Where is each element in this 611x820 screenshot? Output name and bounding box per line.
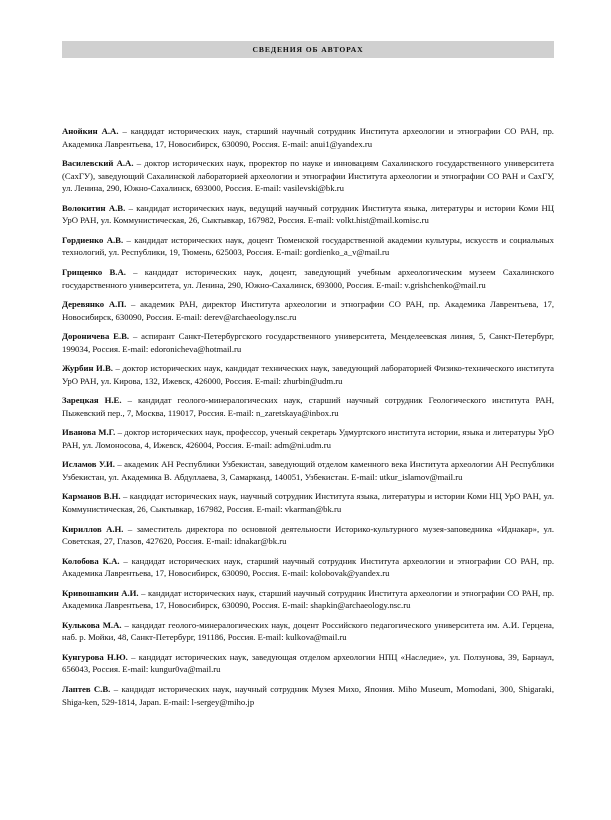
author-details: – доктор исторических наук, профессор, ученый секретарь Удмуртского института истории, языка и литературы УрО РАН, ул. Ломоносова, 4, Ижевск, 426004, Россия. E-mail: adm@ni.udm.ru [62,427,554,450]
author-name: Журбин И.В. [62,363,113,374]
author-name: Гордиенко А.В. [62,234,124,245]
author-details: – академик РАН, директор Института археологии и этнографии СО РАН, пр. Академика Лаврентьева, 17, Новосибирск, 630090, Россия. E-mail: derev@archaeology.nsc.ru [62,298,554,322]
author-details: – доктор исторических наук, кандидат технических наук, заведующий лабораторией Физико-технического института УрО РАН, ул. Кирова, 132, Ижевск, 426000, Россия. E-mail: zhurbin@udm.ru [62,363,554,386]
author-entry [62,298,554,323]
author-details: – кандидат исторических наук, старший научный сотрудник Института археологии и этнографии СО РАН, пр. Академика Лаврентьева, 17, Новосибирск, 630090, Россия. E-mail: anui1@yandex.ru [62,126,554,149]
author-entry [62,362,554,387]
author-entry [62,490,554,515]
author-details: – кандидат геолого-минералогических наук, старший научный сотрудник Геологического института РАН, Пыжевский пер., 7, Москва, 119017, Россия. E-mail: n_zaretskaya@inbox.ru [62,395,554,418]
author-entry [62,394,554,419]
author-name: Анойкин А.А. [62,126,119,136]
author-details: – кандидат исторических наук, заведующая отделом археологии НПЦ «Наследие», ул. Ползунова, 39, Барнаул, 656043, Россия. E-mail: kungur0va@mail.ru [62,651,554,675]
author-details: – кандидат исторических наук, доцент, заведующий учебным археологическим музеем Сахалинского государственного университета, ул. Ленина, 290, Южно-Сахалинск, 693000, Россия. E-mail: v.grishchenko@mail.ru [62,266,554,290]
author-entry [62,683,554,708]
author-name: Волокитин А.В. [62,202,126,213]
section-title: СВЕДЕНИЯ ОБ АВТОРАХ [252,45,364,54]
author-name: Кириллов А.Н. [62,523,124,534]
author-name: Деревянко А.П. [62,298,127,309]
author-entry [62,266,554,291]
author-name: Кунгурова Н.Ю. [62,651,128,662]
author-details: – кандидат исторических наук, ведущий научный сотрудник Института языка, литературы и истории Коми НЦ УрО РАН, ул. Коммунистическая, 26, Сыктывкар, 167982, Россия. E-mail: volkt.hist@mail.komisc.ru [62,202,554,226]
author-entry [62,587,554,612]
author-name: Кулькова М.А. [62,619,122,630]
author-details: – кандидат исторических наук, старший научный сотрудник Института археологии и этнографии СО РАН, пр. Академика Лаврентьева, 17, Новосибирск, 630090, Россия. E-mail: kolobovak@yandex.ru [62,555,554,579]
author-name: Карманов В.Н. [62,491,121,502]
author-name: Иванова М.Г. [62,427,116,438]
author-details: – заместитель директора по основной деятельности Историко-культурного музея-заповедника «Иднакар», ул. Советская, 27, Глазов, 427620, Россия. E-mail: idnakar@bk.ru [62,523,554,547]
author-details: – доктор исторических наук, проректор по науке и инновациям Сахалинского государственного университета (СахГУ), заведующий Сахалинской лабораторией археологии и этнографии Института археологии и этнографии СО РАН и СахГУ, ул. Ленина, 290, Южно-Сахалинск, 693000, Россия. E-mail: vasilevski@bk.ru [62,158,554,194]
author-name: Исламов У.И. [62,459,115,470]
author-entry [62,330,554,355]
author-entry [62,458,554,483]
author-name: Лаптев С.В. [62,683,111,694]
author-entry [62,555,554,580]
author-details: – кандидат геолого-минералогических наук, доцент Российского педагогического университета им. А.И. Герцена, наб. р. Мойки, 48, Санкт-Петербург, 191186, Россия. E-mail: kulkova@mail.ru [62,619,554,643]
author-name: Василевский А.А. [62,158,134,169]
author-entry [62,426,554,451]
author-list [62,125,554,715]
author-name: Грищенко В.А. [62,266,126,277]
author-details: – аспирант Санкт-Петербургского государственного университета, Менделеевская линия, 5, Санкт-Петербург, 199034, Россия. E-mail: edoronicheva@hotmail.ru [62,331,554,354]
author-details: – кандидат исторических наук, доцент Тюменской государственной академии культуры, искусств и социальных технологий, ул. Республики, 19, Тюмень, 625003, Россия. E-mail: gordienko_a_v@mail.ru [62,234,554,258]
author-entry [62,202,554,227]
author-name: Зарецкая Н.Е. [62,395,122,406]
author-details: – кандидат исторических наук, научный сотрудник Института языка, литературы и истории Коми НЦ УрО РАН, ул. Коммунистическая, 26, Сыктывкар, 167982, Россия. E-mail: vkarman@bk.ru [62,491,554,515]
author-name: Кривошапкин А.И. [62,587,139,598]
section-header [62,41,554,58]
author-name: Колобова К.А. [62,555,120,566]
author-details: – кандидат исторических наук, научный сотрудник Музея Михо, Япония. Miho Museum, Momodani, 300, Shigaraki, Shiga-ken, 529-1814, Japan. E-mail: l-sergey@miho.jp [62,683,554,707]
author-entry [62,157,554,195]
author-entry [62,234,554,259]
author-name: Дороничева Е.В. [62,331,130,342]
author-entry [62,619,554,644]
author-details: – кандидат исторических наук, старший научный сотрудник Института археологии и этнографии СО РАН, пр. Академика Лаврентьева, 17, Новосибирск, 630090, Россия. E-mail: shapkin@archaeology.nsc.ru [62,587,554,611]
author-entry [62,651,554,676]
author-details: – академик АН Республики Узбекистан, заведующий отделом каменного века Института археологии АН Республики Узбекистан, ул. Академика В. Абдуллаева, 3, Самарканд, 140051, Узбекистан. E-mail: utkur_islamov@mail.ru [62,459,554,482]
author-entry [62,523,554,548]
author-entry [62,125,554,150]
